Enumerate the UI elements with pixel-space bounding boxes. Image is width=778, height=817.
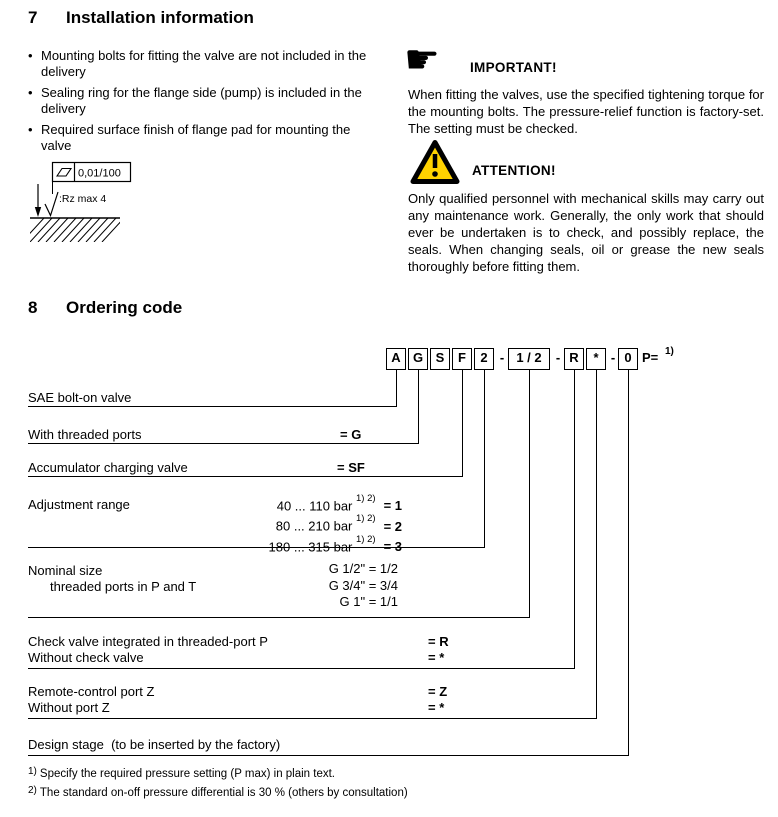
code-box-2: 2 [474,348,494,370]
row-label-threaded-ports: With threaded ports [28,427,142,442]
adjustment-option [218,514,402,534]
section-7-number: 7 [28,8,38,27]
code-p-label: P= [642,350,659,365]
row-sublabel-nominal-size: threaded ports in P and T [50,579,197,594]
row-value-threaded-ports: = G [340,427,362,442]
footnote-ref: 1) 2) [356,533,376,545]
section-8-title: Ordering code [66,298,183,317]
footnote-2 [28,787,408,799]
row-value-remote-port: = Z [428,684,448,699]
important-text: When fitting the valves, use the specified tightening torque for the mounting bolts. The pressure-relief function is factory-set. The setting must be checked. [408,87,764,136]
flatness-value: 0,01/100 [78,167,121,180]
connector-line [628,370,629,756]
row-underline [28,443,419,444]
attention-text: Only qualified personnel with mechanical skills may carry out any maintenance work. Generally, the only work that should ever be undertaken is to check, and possibly replace, the seals. When changing seals, oil or grease the new seals thoroughly before fitting them. [408,191,764,274]
roughness-label: :Rz max 4 [59,193,107,205]
code-box-r: R [564,348,584,370]
row-underline [28,668,575,669]
row-underline [28,755,629,756]
option-range: 180 ... 315 bar [268,538,353,554]
footnote-number: 1) [28,766,37,777]
option-value: = 1 [383,498,402,514]
connector-line [462,370,463,477]
section-7-heading [28,8,254,28]
code-box-a: A [386,348,406,370]
row-label-check-valve: Check valve integrated in threaded-port P [28,634,268,649]
row-underline [28,476,463,477]
row-label-design-stage: Design stage (to be inserted by the factory) [28,737,281,752]
surface-finish-drawing [28,156,198,251]
hatching [28,218,124,242]
row-label-adjustment-range: Adjustment range [28,497,130,512]
connector-line [484,370,485,548]
attention-heading: ATTENTION! [472,163,556,178]
code-box-zero: 0 [618,348,638,370]
section-8-heading [28,298,182,318]
row-label-sae: SAE bolt-on valve [28,390,132,405]
code-box-s: S [430,348,450,370]
nominal-option: G 1" = 1/1 [339,594,398,609]
nominal-option: G 3/4" = 3/4 [328,577,398,593]
row-label-nominal-size: Nominal size [28,563,103,578]
footnote-number: 2) [28,785,37,796]
footnote-text: Specify the required pressure setting (P max) in plain text. [39,768,336,780]
row-label-remote-port: Remote-control port Z [28,684,155,699]
nominal-option: G 1/2" = 1/2 [328,561,398,576]
warning-triangle-icon [410,139,460,185]
connector-line [396,370,397,407]
connector-line [418,370,419,444]
code-box-f: F [452,348,472,370]
section-8-number: 8 [28,298,38,317]
option-value: = 2 [383,518,402,534]
row-label-without-check-valve: Without check valve [28,650,144,665]
row-underline [28,406,397,407]
code-box-size: 1 / 2 [508,348,550,370]
code-p-footnote-ref: 1) [665,346,674,357]
code-dash: - [499,350,505,365]
footnote-1 [28,768,335,780]
row-value-without-check-valve: = * [428,650,445,665]
row-value-check-valve: = R [428,634,449,649]
section-7-title: Installation information [66,8,254,27]
bullet-item: • Mounting bolts for fitting the valve are not included in the delivery [28,48,380,80]
code-dash: - [555,350,561,365]
installation-bullet-list [28,48,380,159]
bullet-item: • Required surface finish of flange pad for mounting the valve [28,122,380,154]
connector-line [529,370,530,618]
footnote-ref: 1) 2) [356,493,376,504]
code-dash: - [610,350,616,365]
row-underline [28,617,530,618]
code-box-g: G [408,348,428,370]
footnote-ref: 1) 2) [356,513,376,525]
option-value: = 3 [383,538,402,554]
adjustment-option [218,494,402,514]
row-underline [28,718,597,719]
connector-line [574,370,575,669]
arrow-head-icon [35,207,41,217]
roughness-symbol-icon [45,192,58,216]
row-label-accumulator: Accumulator charging valve [28,460,188,475]
row-label-without-port: Without port Z [28,700,110,715]
row-value-accumulator: = SF [337,460,365,475]
code-box-star: * [586,348,606,370]
row-value-without-port: = * [428,700,445,715]
option-range: 40 ... 110 bar [276,498,353,514]
bullet-item: • Sealing ring for the flange side (pump) is included in the delivery [28,85,380,117]
connector-line [596,370,597,719]
pointing-hand-icon: ☛ [404,38,440,82]
option-range: 80 ... 210 bar [275,518,353,534]
adjustment-option [218,535,402,555]
nominal-options [252,561,398,611]
adjustment-options [218,494,402,555]
important-heading: IMPORTANT! [470,60,557,75]
footnote-text: The standard on-off pressure differential is 30 % (others by consultation) [39,787,408,799]
